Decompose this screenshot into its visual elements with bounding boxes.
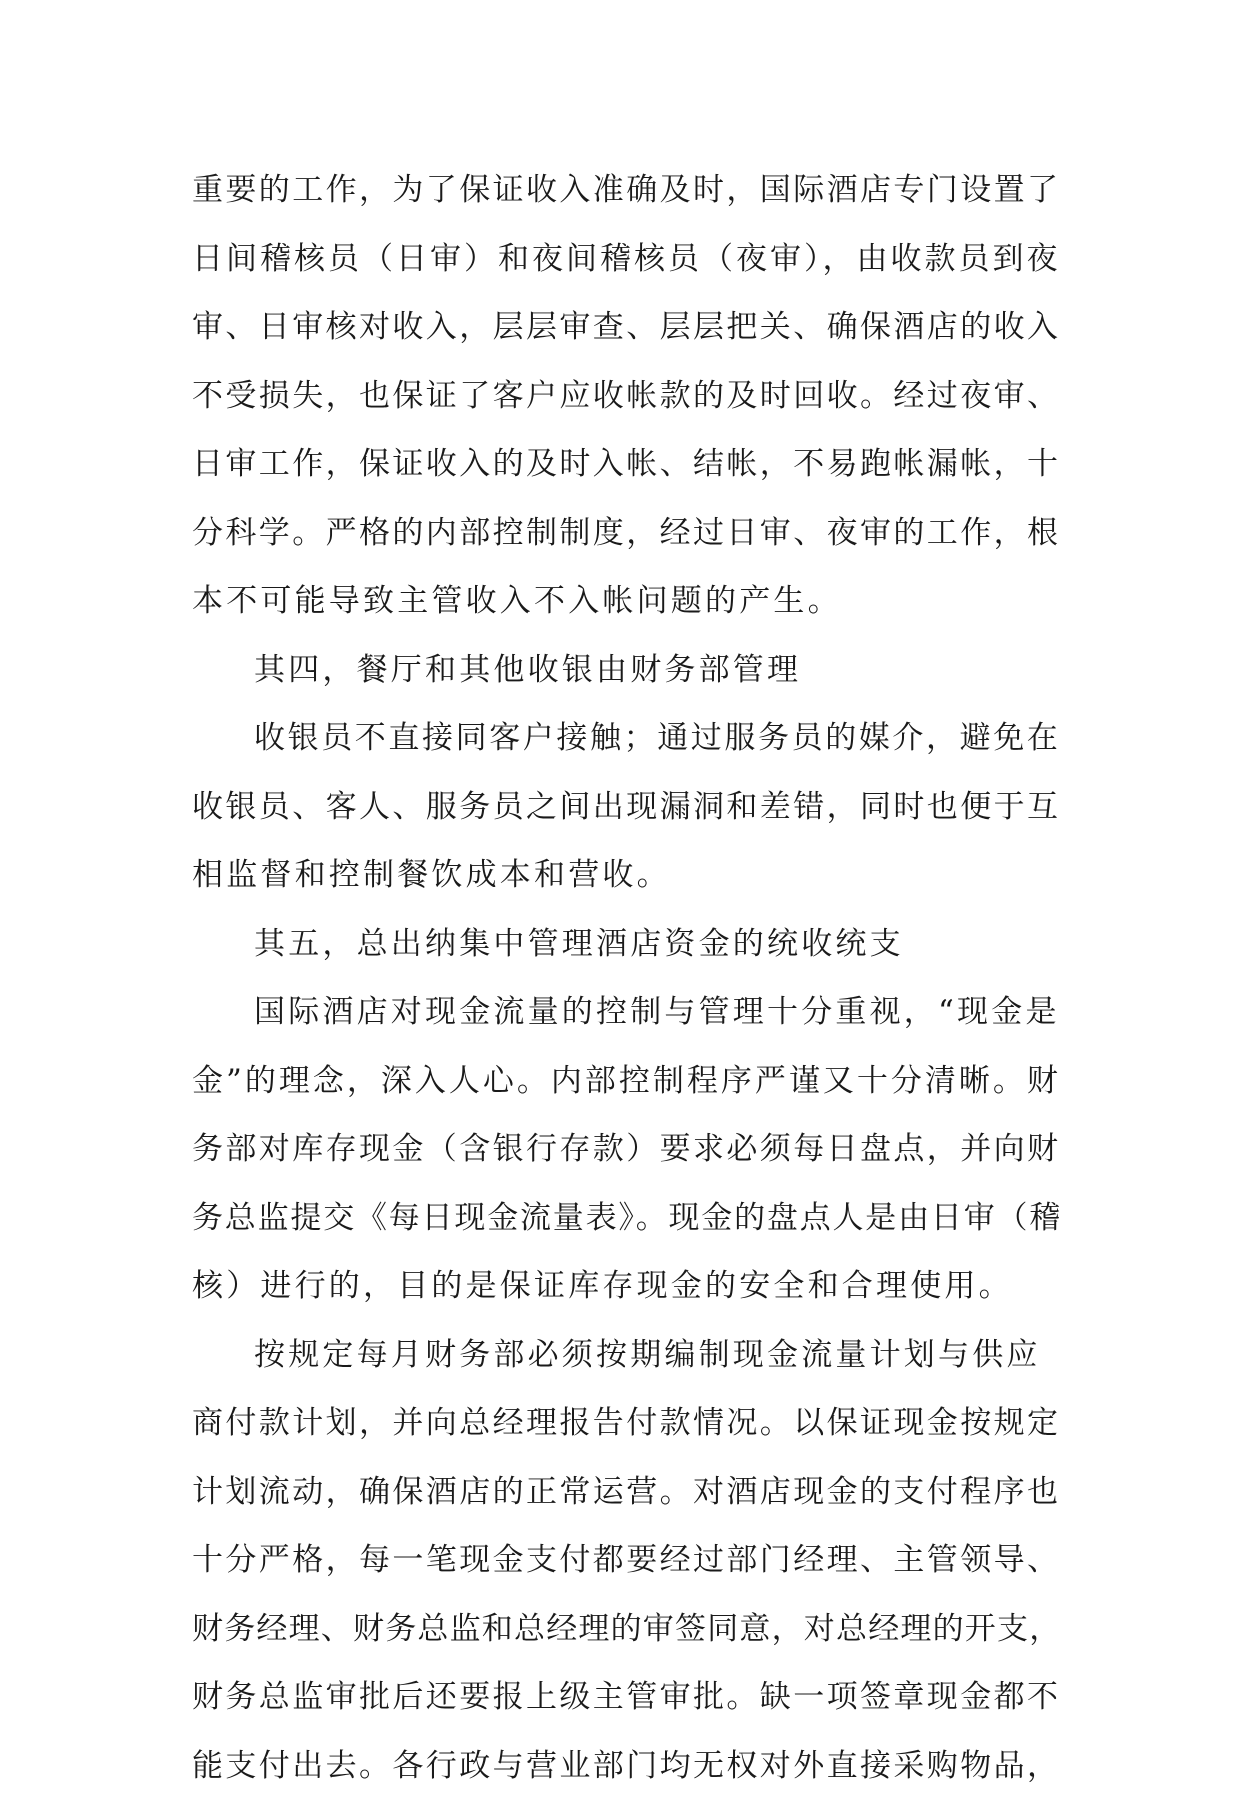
text-line: 日审工作，保证收入的及时入帐、结帐，不易跑帐漏帐，十	[192, 430, 1062, 499]
text-line: 收银员、客人、服务员之间出现漏洞和差错，同时也便于互	[192, 773, 1062, 842]
text-line: 十分严格，每一笔现金支付都要经过部门经理、主管领导、	[192, 1526, 1062, 1595]
text-line: 分科学。严格的内部控制制度，经过日审、夜审的工作，根	[192, 499, 1062, 568]
text-line: 能支付出去。各行政与营业部门均无权对外直接采购物品，	[192, 1732, 1062, 1800]
text-line: 按规定每月财务部必须按期编制现金流量计划与供应	[192, 1321, 1062, 1390]
text-line: 审、日审核对收入，层层审查、层层把关、确保酒店的收入	[192, 293, 1062, 362]
section-heading: 其五，总出纳集中管理酒店资金的统收统支	[192, 910, 1062, 979]
text-line: 不受损失，也保证了客户应收帐款的及时回收。经过夜审、	[192, 362, 1062, 431]
text-line: 务总监提交《每日现金流量表》。现金的盘点人是由日审（稽	[192, 1184, 1062, 1253]
text-line: 日间稽核员（日审）和夜间稽核员（夜审），由收款员到夜	[192, 225, 1062, 294]
text-line: 相监督和控制餐饮成本和营收。	[192, 841, 1062, 910]
text-line: 收银员不直接同客户接触；通过服务员的媒介，避免在	[192, 704, 1062, 773]
body-text	[192, 156, 1062, 1800]
text-line: 重要的工作，为了保证收入准确及时，国际酒店专门设置了	[192, 156, 1062, 225]
text-line: 计划流动，确保酒店的正常运营。对酒店现金的支付程序也	[192, 1458, 1062, 1527]
text-line: 财务经理、财务总监和总经理的审签同意，对总经理的开支，	[192, 1595, 1062, 1664]
text-line: 核）进行的，目的是保证库存现金的安全和合理使用。	[192, 1252, 1062, 1321]
text-line: 务部对库存现金（含银行存款）要求必须每日盘点，并向财	[192, 1115, 1062, 1184]
text-line: 金”的理念，深入人心。内部控制程序严谨又十分清晰。财	[192, 1047, 1062, 1116]
text-line: 商付款计划，并向总经理报告付款情况。以保证现金按规定	[192, 1389, 1062, 1458]
text-line: 国际酒店对现金流量的控制与管理十分重视，“现金是	[192, 978, 1062, 1047]
text-line: 本不可能导致主管收入不入帐问题的产生。	[192, 567, 1062, 636]
section-heading: 其四，餐厅和其他收银由财务部管理	[192, 636, 1062, 705]
text-line: 财务总监审批后还要报上级主管审批。缺一项签章现金都不	[192, 1663, 1062, 1732]
